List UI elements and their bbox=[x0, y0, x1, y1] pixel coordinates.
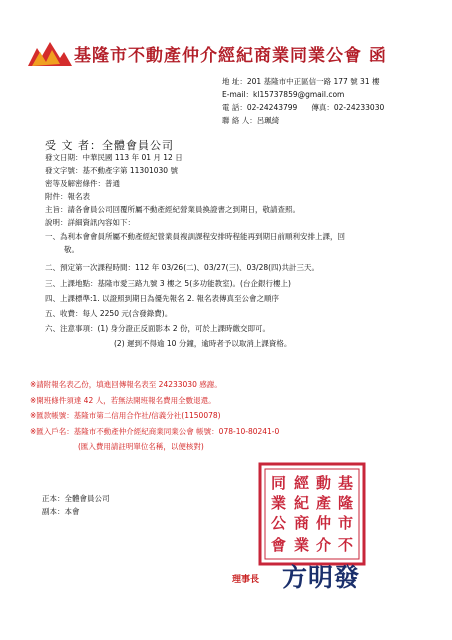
email-line: E-mail：kl15737859@gmail.com bbox=[222, 90, 345, 99]
note-5: (匯入費用請註明單位名稱，以便核對) bbox=[78, 442, 204, 451]
svg-text:動: 動 bbox=[316, 474, 332, 492]
item-6-continuation: (2) 遲到不得逾 10 分鐘，逾時者予以取消上課資格。 bbox=[114, 339, 292, 348]
description-line: 說明：詳細資訊內容如下： bbox=[45, 218, 135, 227]
item-4: 四、上課標準:1. 以證照到期日為優先報名 2. 報名表傳真至公會之順序 bbox=[45, 294, 279, 303]
original-recipient-line: 正本：全體會員公司 bbox=[42, 494, 110, 503]
contact-person-line: 聯 絡 人：呂珮綺 bbox=[222, 116, 280, 125]
svg-text:同: 同 bbox=[271, 474, 287, 492]
svg-text:經: 經 bbox=[294, 474, 310, 492]
association-seal-icon bbox=[258, 462, 366, 566]
security-line: 密等及解密條件：普通 bbox=[45, 179, 120, 188]
svg-text:業: 業 bbox=[294, 536, 310, 554]
receiver-line: 受 文 者：全體會員公司 bbox=[45, 139, 174, 152]
item-1: 一、為利本會會員所屬不動產經紀營業員複訓課程安排時程能再到期日前順利安排上課，回 bbox=[45, 232, 345, 241]
item-6: 六、注意事項：(1) 身分證正反面影本 2 份，可於上課時繳交即可。 bbox=[45, 324, 271, 333]
chairman-signature: 方明發 bbox=[282, 563, 361, 592]
svg-text:業: 業 bbox=[271, 494, 287, 512]
svg-text:商: 商 bbox=[294, 514, 310, 532]
svg-text:仲: 仲 bbox=[316, 514, 332, 532]
item-5: 五、收費：每人 2250 元(含發錄費)。 bbox=[45, 309, 173, 318]
phone-fax-line: 電 話：02-24243799 傳真：02-24233030 bbox=[222, 103, 385, 112]
svg-text:會: 會 bbox=[271, 536, 287, 554]
note-3: ※匯款帳號：基隆市第二信用合作社/信義分社(1150078) bbox=[30, 411, 221, 420]
svg-text:紀: 紀 bbox=[294, 494, 310, 512]
item-2: 二、預定第一次課程時間：112 年 03/26(二)、03/27(三)、03/28(四)共計三天。 bbox=[45, 263, 319, 272]
svg-text:基: 基 bbox=[338, 474, 354, 492]
svg-text:不: 不 bbox=[338, 536, 354, 554]
address-line: 地 址：201 基隆市中正區信一路 177 號 31 樓 bbox=[222, 77, 380, 86]
svg-text:公: 公 bbox=[271, 514, 287, 532]
svg-text:隆: 隆 bbox=[338, 494, 354, 512]
date-line: 發文日期：中華民國 113 年 01 月 12 日 bbox=[45, 153, 183, 162]
attachment-line: 附件：報名表 bbox=[45, 192, 90, 201]
svg-text:介: 介 bbox=[316, 536, 332, 554]
note-4: ※匯入戶名：基隆市不動產仲介經紀商業同業公會 帳號：078-10-80241-0 bbox=[30, 427, 280, 436]
item-3: 三、上課地點：基隆市愛三路九號 3 樓之 5(多功能教室)。(台企銀行樓上) bbox=[45, 279, 291, 288]
note-1: ※請附報名表乙份，填進回傳報名表至 24233030 感謝。 bbox=[30, 380, 222, 389]
item-1-continuation: 敬。 bbox=[64, 245, 79, 254]
document-title: 基隆市不動產仲介經紀商業同業公會 函 bbox=[74, 46, 387, 66]
svg-text:市: 市 bbox=[338, 514, 354, 532]
association-logo-icon bbox=[28, 42, 72, 66]
copy-recipient-line: 副本：本會 bbox=[42, 507, 80, 516]
chairman-title: 理事長 bbox=[232, 575, 260, 585]
svg-text:產: 產 bbox=[316, 494, 332, 512]
note-2: ※開班條件須達 42 人，若無法開班報名費用全數退還。 bbox=[30, 396, 216, 405]
subject-line: 主旨：請各會員公司回覆所屬不動產經紀營業員換證書之到期日，敬請查照。 bbox=[45, 205, 300, 214]
number-line: 發文字號：基不動產字第 11301030 號 bbox=[45, 166, 178, 175]
